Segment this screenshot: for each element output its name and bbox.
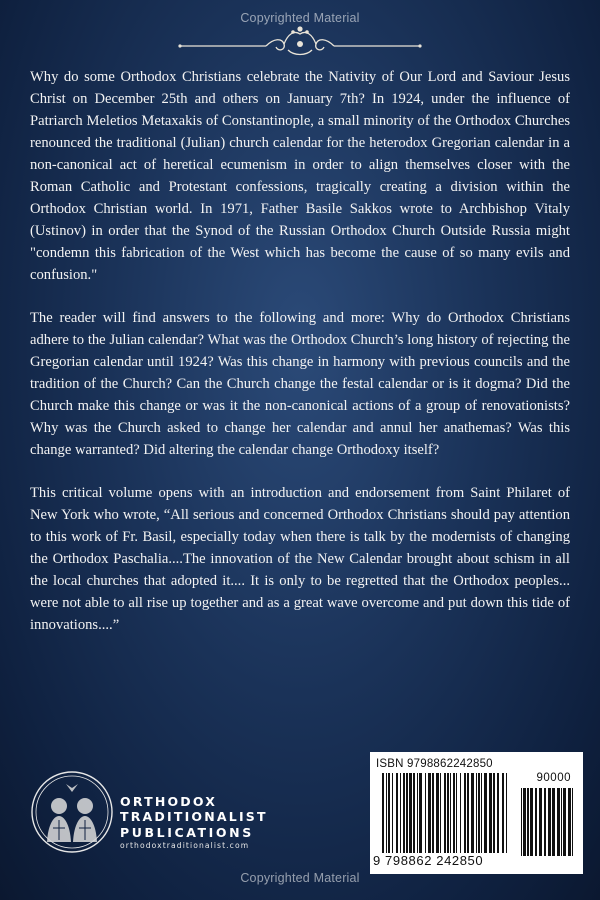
ean13-barcode-bars [382, 773, 508, 853]
publisher-name-line2: PUBLICATIONS [120, 825, 254, 840]
addon-barcode-bars [521, 788, 573, 856]
isbn-label: ISBN 9798862242850 [376, 758, 493, 770]
publisher-name [120, 794, 370, 850]
copyright-watermark-top: Copyrighted Material [240, 11, 360, 25]
publisher-url: orthodoxtraditionalist.com [120, 841, 250, 850]
decorative-ornament [170, 20, 430, 62]
isbn-barcode-box [370, 752, 583, 874]
back-cover-description [30, 66, 570, 657]
description-paragraph-3: This critical volume opens with an introduction and endorsement from Saint Philaret of New York who wrote, “All serious and concerned Orthodox Christians should pay attention to this work of Fr. Basil, especially today when there is talk by the modernists of changing the Orthodox Paschalia....The innovation of the New Calendar brought about schism in all the local churches that adopted it.... It is only to be regretted that the Orthodox peoples... were not able to all rise up together and as a great wave overcome and put down this tide of innovations....” [30, 485, 570, 633]
description-paragraph-2: The reader will find answers to the following and more: Why do Orthodox Christians adhere to the Julian calendar? What was the Orthodox Church’s long history of rejecting the Gregorian calendar until 1924? Was this change in harmony with previous councils and the tradition of the Church? Can the Church change the festal calendar or is it dogma? Did the Church make this change or was it the non-canonical actions of a group of renovationists? Why was the Church asked to change her calendar and annul her anathemas? Was this change warranted? Did altering the calendar change Orthodoxy itself? [30, 310, 570, 458]
publisher-seal-logo [30, 770, 114, 854]
description-paragraph-1: Why do some Orthodox Christians celebrate the Nativity of Our Lord and Saviour Jesus Christ on December 25th and others on January 7th? In 1924, under the influence of Patriarch Meletios Metaxakis of Constantinople, a small minority of the Orthodox Churches renounced the traditional (Julian) church calendar for the heterodox Gregorian calendar in a non-canonical act of heretical ecumenism in order to align themselves closer with the Roman Catholic and Protestant confessions, tragically creating a division within the Orthodox Christian world. In 1971, Father Basile Sakkos wrote to Archbishop Vitaly (Ustinov) in order that the Synod of the Russian Orthodox Church Outside Russia might "condemn this fabrication of the West which has become the cause of so many evils and confusion." [30, 69, 570, 283]
publisher-name-line1: ORTHODOX TRADITIONALIST [120, 794, 268, 824]
barcode-price-code: 90000 [536, 772, 571, 784]
barcode-digits: 9 798862 242850 [373, 853, 484, 868]
copyright-watermark-bottom: Copyrighted Material [240, 871, 360, 885]
